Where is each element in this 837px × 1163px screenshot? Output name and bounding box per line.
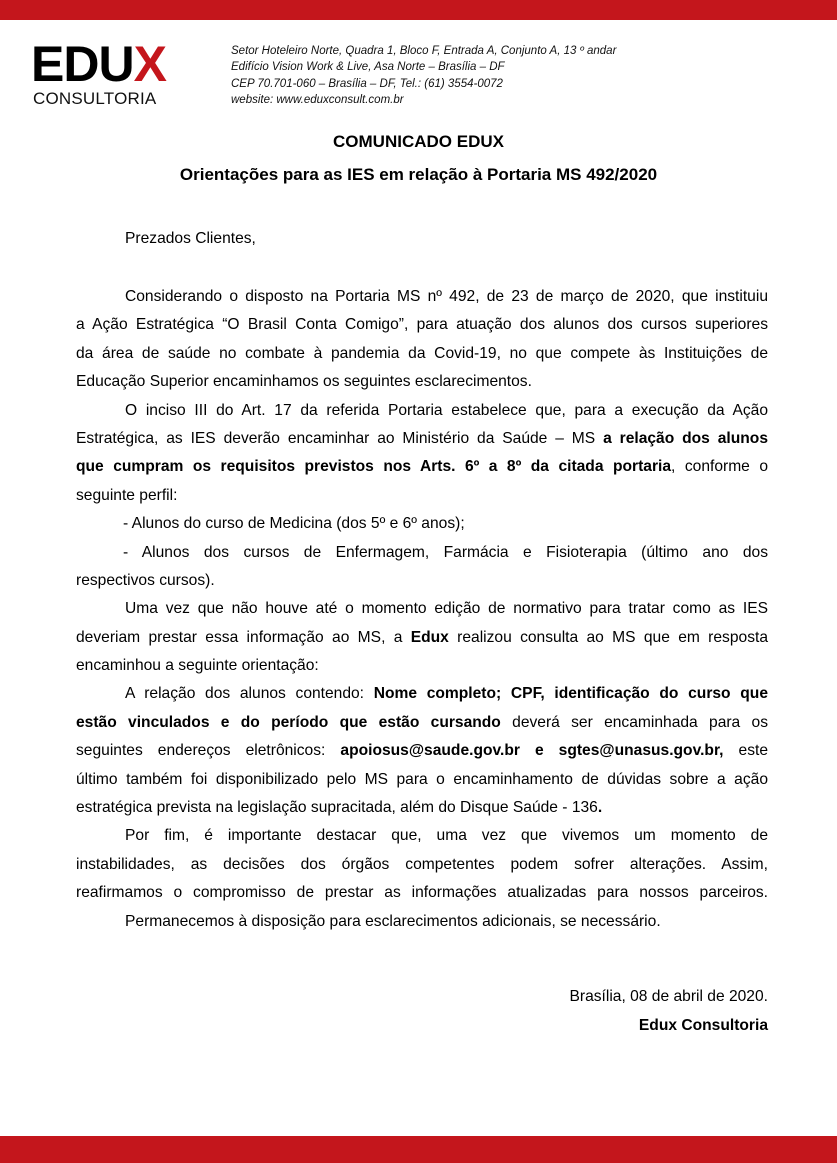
company-address — [231, 43, 751, 108]
address-line: CEP 70.701-060 – Brasília – DF, Tel.: (61) 3554-0072 — [231, 77, 503, 90]
edux-logo — [31, 36, 171, 108]
paragraph-5: Por fim, é importante destacar que, uma vez que vivemos um momento de — [125, 827, 768, 845]
address-line: Edifício Vision Work & Live, Asa Norte – Brasília – DF — [231, 61, 505, 74]
logo-wordmark: EDUX — [31, 36, 166, 92]
address-line: Setor Hoteleiro Norte, Quadra 1, Bloco F, Entrada A, Conjunto A, 13 º andar — [231, 45, 617, 57]
list-item: - Alunos do curso de Medicina (dos 5º e 6º anos); — [123, 515, 465, 533]
paragraph-1: Considerando o disposto na Portaria MS nº 492, de 23 de março de 2020, que instituiu a Ação Estratégica “O Brasil Conta Comigo”, para atuação dos alunos dos cursos superiores da área de saúde no combate à pandemia da Covid-19, no que compete às Instituições de Educação Superior encaminhamos os seguintes esclarecimentos. O inciso III do Art. 17 da referida Portaria estabelece que, para a execução da Ação Estratégica, as IES deverão encaminhar ao Ministério da Saúde – MS a relação dos alunos que cumpram os requisitos previstos nos Arts. 6º a 8º da citada portaria, conforme o seguinte perfil: - Alunos do curso de Medicina (dos 5º e 6º anos); - Alunos dos cursos de Enfermagem, Farmácia e Fisioterapia (último ano dos respectivos cursos). Uma vez que não houve até o momento edição de normativo para tratar como as IES deveriam prestar essa informação ao MS, a Edux realizou consulta ao MS que em resposta encaminhou a seguinte orientação: A relação dos alunos contendo: Nome completo; CPF, identificação do curso que estão vinculados e do período que estão cursando deverá ser encaminhada para os seguintes endereços eletrônicos: apoiosus@saude.gov.br e sgtes@unasus.gov.br, este último também foi disponibilizado pelo MS para o encaminhamento de dúvidas sobre a ação estratégica prevista na legislação supracitada, além do Disque Saúde - 136. Por fim, é importante destacar que, uma vez que vivemos um momento de instabilidades, as decisões dos órgãos competentes podem sofrer alterações. Assim, reafirmamos o compromisso de prestar as informações atualizadas para nossos parceiros. Permanecemos à disposição para esclarecimentos adicionais, se necessário. — [76, 283, 768, 936]
top-red-bar — [0, 0, 837, 20]
document-subtitle: Orientações para as IES em relação à Portaria MS 492/2020 — [179, 165, 658, 184]
paragraph-2: O inciso III do Art. 17 da referida Portaria estabelece que, para a execução da Ação — [125, 401, 768, 419]
greeting: Prezados Clientes, — [125, 230, 256, 247]
list-item: - Alunos dos cursos de Enfermagem, Farmácia e Fisioterapia (último ano dos — [123, 543, 768, 561]
paragraph-6: Permanecemos à disposição para esclarecimentos adicionais, se necessário. — [125, 912, 661, 930]
address-website: website: www.eduxconsult.com.br — [231, 93, 404, 106]
closing-date: Brasília, 08 de abril de 2020. — [569, 988, 768, 1005]
paragraph-3: Uma vez que não houve até o momento edição de normativo para tratar como as IES — [125, 600, 768, 618]
document-title: COMUNICADO EDUX — [333, 132, 504, 151]
logo-subtitle: CONSULTORIA — [33, 89, 157, 108]
paragraph-4: A relação dos alunos contendo: Nome completo; CPF, identificação do curso que — [125, 685, 768, 703]
signature: Edux Consultoria — [638, 1017, 768, 1034]
bottom-red-bar — [0, 1136, 837, 1163]
